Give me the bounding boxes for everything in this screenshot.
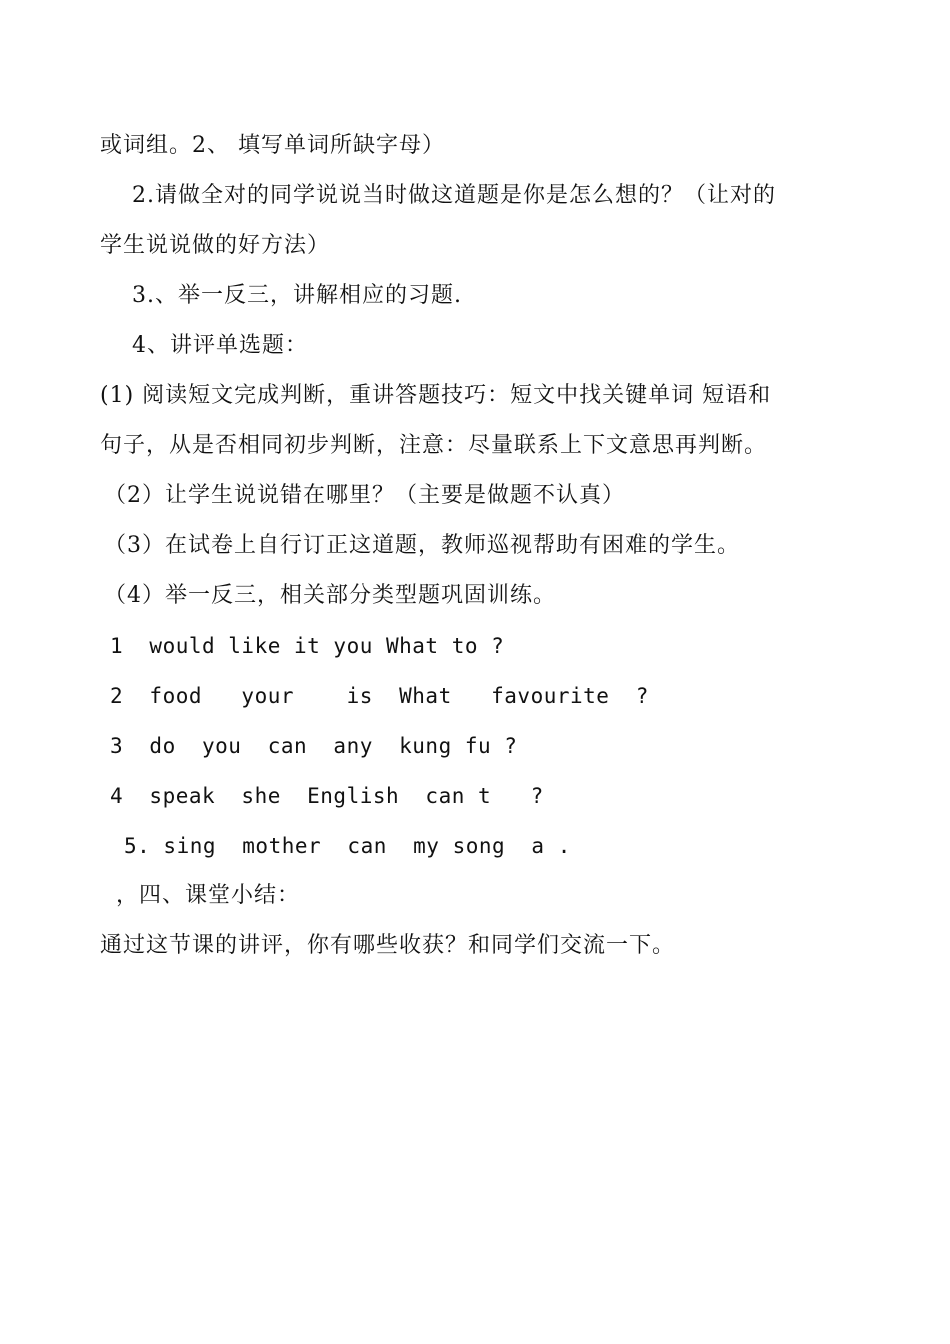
text-line-7: 句子，从是否相同初步判断，注意：尽量联系上下文意思再判断。	[100, 433, 768, 458]
text-line-17: 通过这节课的讲评，你有哪些收获？和同学们交流一下。	[100, 933, 676, 958]
text-line-1: 或词组。2、 填写单词所缺字母）	[100, 133, 445, 158]
exercise-line-4: 4 speak she English can t ?	[110, 784, 544, 808]
exercise-line-1: 1 would like it you What to ?	[110, 634, 505, 658]
exercise-line-3: 3 do you can any kung fu ?	[110, 734, 518, 758]
text-line-9: （3）在试卷上自行订正这道题，教师巡视帮助有困难的学生。	[104, 533, 740, 558]
text-line-10: （4）举一反三，相关部分类型题巩固训练。	[104, 583, 556, 608]
exercise-line-5: 5. sing mother can my song a .	[124, 834, 571, 858]
text-line-2: 2.请做全对的同学说说当时做这道题是你是怎么想的？（让对的	[132, 183, 776, 208]
text-line-5: 4、讲评单选题：	[132, 333, 308, 358]
text-line-8: （2）让学生说说错在哪里？（主要是做题不认真）	[104, 483, 625, 508]
exercise-line-2: 2 food your is What favourite ?	[110, 684, 649, 708]
text-line-6: (1) 阅读短文完成判断，重讲答题技巧：短文中找关键单词 短语和	[100, 383, 772, 408]
text-line-16: ，四、课堂小结：	[116, 883, 301, 908]
text-line-4: 3.、举一反三，讲解相应的习题.	[132, 283, 462, 308]
text-line-3: 学生说说做的好方法）	[100, 233, 331, 258]
